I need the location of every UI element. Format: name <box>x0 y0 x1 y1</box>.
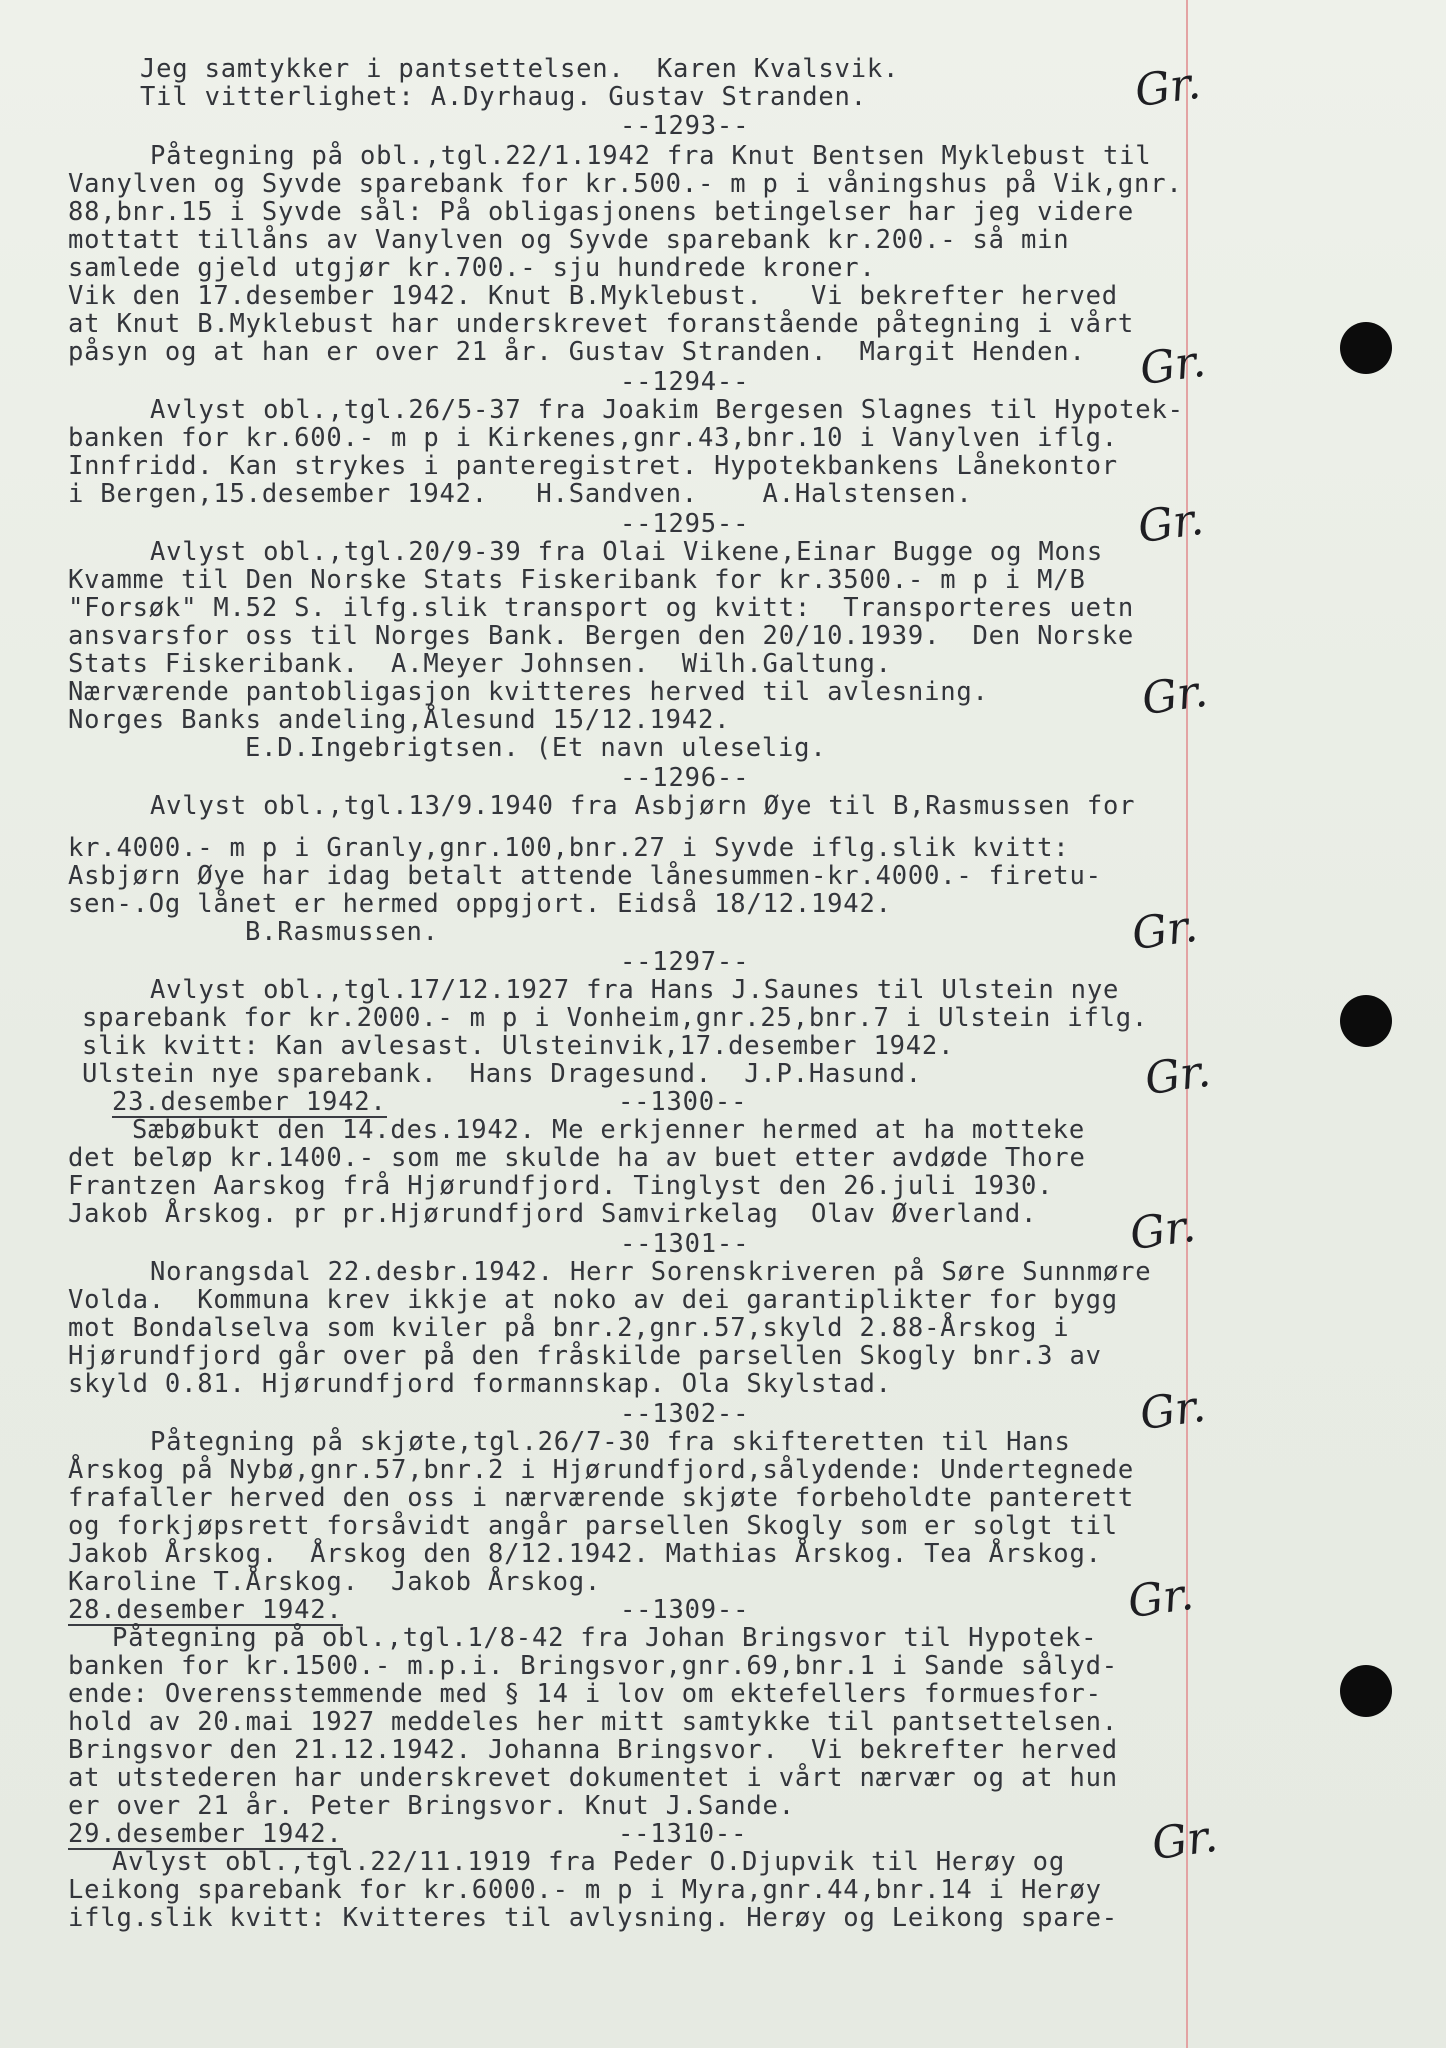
handwritten-initials: Gr. <box>1134 493 1207 554</box>
text-line: Avlyst obl.,tgl.20/9-39 fra Olai Vikene,Einar Bugge og Mons <box>150 537 1103 567</box>
text-line: Jeg samtykker i pantsettelsen. Karen Kvalsvik. <box>140 54 900 84</box>
text-line: 23.desember 1942. <box>112 1087 387 1117</box>
text-line: Innfridd. Kan strykes i panteregistret. Hypotekbankens Lånekontor <box>68 451 1118 481</box>
text-line: iflg.slik kvitt: Kvitteres til avlysning. Herøy og Leikong spare- <box>68 1903 1118 1933</box>
entry-number: --1295-- <box>620 509 750 539</box>
text-line: mottatt tillåns av Vanylven og Syvde sparebank kr.200.- så min <box>68 225 1070 255</box>
text-line: Avlyst obl.,tgl.17/12.1927 fra Hans J.Saunes til Ulstein nye <box>150 975 1120 1005</box>
handwritten-initials: Gr. <box>1124 1568 1197 1629</box>
entry-number: --1310-- <box>618 1819 748 1849</box>
text-line: slik kvitt: Kan avlesast. Ulsteinvik,17.desember 1942. <box>82 1031 955 1061</box>
text-line: banken for kr.1500.- m.p.i. Bringsvor,gnr.69,bnr.1 i Sande sålyd- <box>68 1651 1118 1681</box>
entry-number: --1294-- <box>620 367 750 397</box>
text-line: Til vitterlighet: A.Dyrhaug. Gustav Stranden. <box>140 82 867 112</box>
handwritten-initials: Gr. <box>1136 335 1209 396</box>
margin-rule <box>1186 0 1188 2048</box>
entry-number: --1302-- <box>620 1399 750 1429</box>
entry-number: --1301-- <box>620 1229 750 1259</box>
text-line: at Knut B.Myklebust har underskrevet foranstående påtegning i vårt <box>68 309 1135 339</box>
text-line: Hjørundfjord går over på den fråskilde parsellen Skogly bnr.3 av <box>68 1341 1102 1371</box>
text-line: samlede gjeld utgjør kr.700.- sju hundrede kroner. <box>68 253 876 283</box>
text-line: Leikong sparebank for kr.6000.- m p i Myra,gnr.44,bnr.14 i Herøy <box>68 1875 1102 1905</box>
text-line: det beløp kr.1400.- som me skulde ha av buet etter avdøde Thore <box>68 1143 1086 1173</box>
text-line: Vanylven og Syvde sparebank for kr.500.- m p i våningshus på Vik,gnr. <box>68 169 1183 199</box>
text-line: er over 21 år. Peter Bringsvor. Knut J.Sande. <box>68 1791 795 1821</box>
text-line: Volda. Kommuna krev ikkje at noko av dei garantiplikter for bygg <box>68 1285 1118 1315</box>
text-line: Vik den 17.desember 1942. Knut B.Myklebust. Vi bekrefter herved <box>68 281 1118 311</box>
handwritten-initials: Gr. <box>1128 900 1201 961</box>
punch-hole-middle <box>1340 995 1392 1047</box>
text-line: Ulstein nye sparebank. Hans Dragesund. J.P.Hasund. <box>82 1059 922 1089</box>
text-line: Norges Banks andeling,Ålesund 15/12.1942. <box>68 705 731 735</box>
text-line: Bringsvor den 21.12.1942. Johanna Bringsvor. Vi bekrefter herved <box>68 1735 1118 1765</box>
text-line: B.Rasmussen. <box>245 917 439 947</box>
text-line: Sæbøbukt den 14.des.1942. Me erkjenner hermed at ha motteke <box>132 1115 1085 1145</box>
handwritten-initials: Gr. <box>1148 1810 1221 1871</box>
entry-number: --1296-- <box>620 763 750 793</box>
text-line: skyld 0.81. Hjørundfjord formannskap. Ola Skylstad. <box>68 1369 892 1399</box>
text-line: Jakob Årskog. pr pr.Hjørundfjord Samvirkelag Olav Øverland. <box>68 1199 1038 1229</box>
punch-hole-top <box>1340 322 1392 374</box>
punch-hole-bottom <box>1340 1665 1392 1717</box>
text-line: i Bergen,15.desember 1942. H.Sandven. A.Halstensen. <box>68 479 973 509</box>
text-line: Jakob Årskog. Årskog den 8/12.1942. Mathias Årskog. Tea Årskog. <box>68 1539 1102 1569</box>
text-line: Norangsdal 22.desbr.1942. Herr Sorenskriveren på Søre Sunnmøre <box>150 1257 1152 1287</box>
text-line: Påtegning på obl.,tgl.22/1.1942 fra Knut Bentsen Myklebust til <box>150 141 1152 171</box>
text-line: mot Bondalselva som kviler på bnr.2,gnr.57,skyld 2.88-Årskog i <box>68 1313 1070 1343</box>
text-line: sen-.Og lånet er hermed oppgjort. Eidså 18/12.1942. <box>68 889 892 919</box>
text-line: Kvamme til Den Norske Stats Fiskeribank for kr.3500.- m p i M/B <box>68 565 1086 595</box>
handwritten-initials: Gr. <box>1136 1380 1209 1441</box>
handwritten-initials: Gr. <box>1131 57 1204 118</box>
text-line: Karoline T.Årskog. Jakob Årskog. <box>68 1567 602 1597</box>
text-line: Asbjørn Øye har idag betalt attende lånesummen-kr.4000.- firetu- <box>68 861 1102 891</box>
entry-number: --1297-- <box>620 947 750 977</box>
text-line: Årskog på Nybø,gnr.57,bnr.2 i Hjørundfjord,sålydende: Undertegnede <box>68 1455 1135 1485</box>
entry-number: --1293-- <box>620 111 750 141</box>
text-line: ansvarsfor oss til Norges Bank. Bergen den 20/10.1939. Den Norske <box>68 621 1135 651</box>
text-line: 88,bnr.15 i Syvde sål: På obligasjonens betingelser har jeg videre <box>68 197 1135 227</box>
handwritten-initials: Gr. <box>1126 1200 1199 1261</box>
text-line: 28.desember 1942. <box>68 1595 343 1625</box>
text-line: "Forsøk" M.52 S. ilfg.slik transport og kvitt: Transporteres uetn <box>68 593 1135 623</box>
text-line: at utstederen har underskrevet dokumentet i vårt nærvær og at hun <box>68 1763 1118 1793</box>
handwritten-initials: Gr. <box>1141 1045 1214 1106</box>
text-line: frafaller herved den oss i nærværende skjøte forbeholdte panterett <box>68 1483 1135 1513</box>
text-line: Frantzen Aarskog frå Hjørundfjord. Tinglyst den 26.juli 1930. <box>68 1171 1054 1201</box>
text-line: kr.4000.- m p i Granly,gnr.100,bnr.27 i Syvde iflg.slik kvitt: <box>68 833 1070 863</box>
text-line: sparebank for kr.2000.- m p i Vonheim,gnr.25,bnr.7 i Ulstein iflg. <box>82 1003 1149 1033</box>
text-line: banken for kr.600.- m p i Kirkenes,gnr.43,bnr.10 i Vanylven iflg. <box>68 423 1118 453</box>
text-line: ende: Overensstemmende med § 14 i lov om ektefellers formuesfor- <box>68 1679 1102 1709</box>
text-line: påsyn og at han er over 21 år. Gustav Stranden. Margit Henden. <box>68 337 1086 367</box>
text-line: 29.desember 1942. <box>68 1819 343 1849</box>
entry-number: --1309-- <box>620 1595 750 1625</box>
entry-number: --1300-- <box>618 1087 748 1117</box>
handwritten-initials: Gr. <box>1138 665 1211 726</box>
text-line: Avlyst obl.,tgl.13/9.1940 fra Asbjørn Øye til B,Rasmussen for <box>150 791 1136 821</box>
text-line: Påtegning på obl.,tgl.1/8-42 fra Johan Bringsvor til Hypotek- <box>112 1623 1098 1653</box>
text-line: Påtegning på skjøte,tgl.26/7-30 fra skifteretten til Hans <box>150 1427 1071 1457</box>
text-line: og forkjøpsrett forsåvidt angår parsellen Skogly som er solgt til <box>68 1511 1118 1541</box>
text-line: Avlyst obl.,tgl.22/11.1919 fra Peder O.Djupvik til Herøy og <box>112 1847 1065 1877</box>
text-line: Stats Fiskeribank. A.Meyer Johnsen. Wilh.Galtung. <box>68 649 892 679</box>
text-line: hold av 20.mai 1927 meddeles her mitt samtykke til pantsettelsen. <box>68 1707 1118 1737</box>
text-line: Avlyst obl.,tgl.26/5-37 fra Joakim Bergesen Slagnes til Hypotek- <box>150 395 1184 425</box>
text-line: E.D.Ingebrigtsen. (Et navn uleselig. <box>245 733 827 763</box>
text-line: Nærværende pantobligasjon kvitteres herved til avlesning. <box>68 677 989 707</box>
